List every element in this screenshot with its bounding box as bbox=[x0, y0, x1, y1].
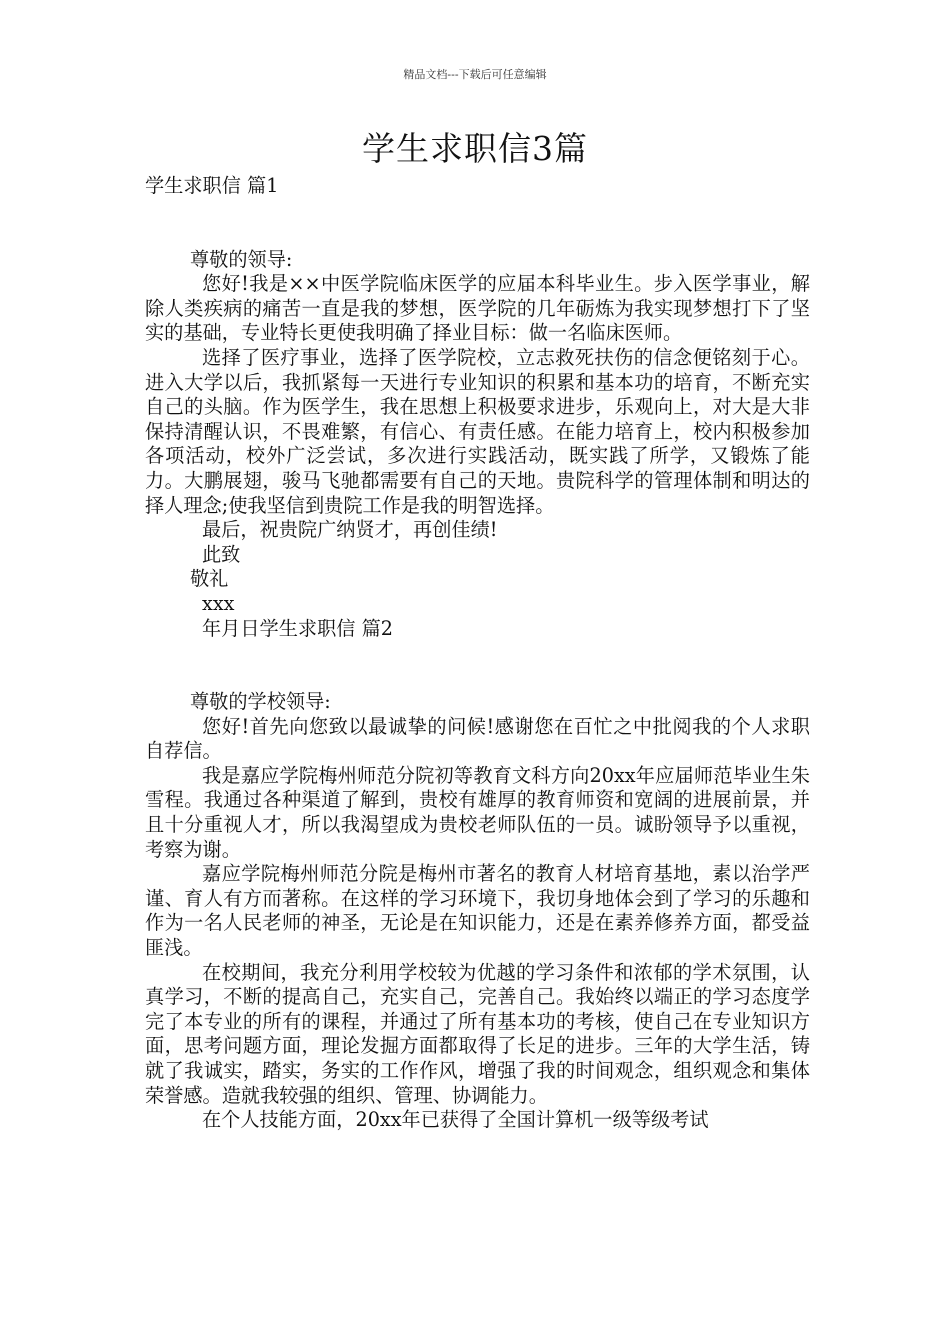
letter2-paragraph: 在个人技能方面，20xx年已获得了全国计算机一级等级考试 bbox=[202, 1108, 709, 1132]
letter1-paragraph: 最后，祝贵院广纳贤才，再创佳绩! bbox=[202, 518, 498, 542]
letter1-closing: 敬礼 bbox=[190, 567, 229, 591]
letter1-salutation: 尊敬的领导: bbox=[190, 247, 293, 271]
letter1-signature: xxx bbox=[202, 591, 235, 615]
page-header-note: 精品文档---下载后可任意编辑 bbox=[403, 68, 547, 81]
letter1-heading: 学生求职信 篇1 bbox=[145, 174, 279, 197]
spacer bbox=[145, 641, 810, 690]
letter2-heading: 年月日学生求职信 篇2 bbox=[202, 616, 393, 640]
letter1-paragraph: 您好!我是××中医学院临床医学的应届本科毕业生。步入医学事业，解除人类疾病的痛苦一直是我的梦想，医学院的几年砺炼为我实现梦想打下了坚实的基础，专业特长更使我明确了择业目标：做一名临床医师。 bbox=[145, 272, 810, 345]
letter2-salutation: 尊敬的学校领导: bbox=[190, 690, 331, 714]
letter1-closing: 此致 bbox=[202, 542, 241, 566]
letter2-paragraph: 您好!首先向您致以最诚挚的问候!感谢您在百忙之中批阅我的个人求职自荐信。 bbox=[145, 714, 810, 763]
spacer bbox=[145, 199, 810, 248]
letter2-paragraph: 在校期间，我充分利用学校较为优越的学习条件和浓郁的学术氛围，认真学习，不断的提高自己，充实自己，完善自己。我始终以端正的学习态度学完了本专业的所有的课程，并通过了所有基本功的考核，使自己在专业知识方面，思考问题方面，理论发掘方面都取得了长足的进步。三年的大学生活，铸就了我诚实，踏实，务实的工作作风，增强了我的时间观念，组织观念和集体荣誉感。造就我较强的组织、管理、协调能力。 bbox=[145, 960, 810, 1107]
letter1-paragraph: 选择了医疗事业，选择了医学院校，立志救死扶伤的信念便铭刻于心。进入大学以后，我抓紧每一天进行专业知识的积累和基本功的培育，不断充实自己的头脑。作为医学生，我在思想上积极要求进步，乐观向上，对大是大非保持清醒认识，不畏难繁，有信心、有责任感。在能力培育上，校内积极参加各项活动，校外广泛尝试，多次进行实践活动，既实践了所学，又锻炼了能力。大鹏展翅，骏马飞驰都需要有自己的天地。贵院科学的管理体制和明达的择人理念;使我坚信到贵院工作是我的明智选择。 bbox=[145, 345, 810, 517]
letter2-paragraph: 我是嘉应学院梅州师范分院初等教育文科方向20xx年应届师范毕业生朱雪程。我通过各种渠道了解到，贵校有雄厚的教育师资和宽阔的进展前景，并且十分重视人才，所以我渴望成为贵校老师队伍的一员。诚盼领导予以重视，考察为谢。 bbox=[145, 763, 810, 861]
document-title: 学生求职信3篇 bbox=[362, 129, 588, 168]
letter2-paragraph: 嘉应学院梅州师范分院是梅州市著名的教育人材培育基地，素以治学严谨、育人有方而著称。在这样的学习环境下，我切身地体会到了学习的乐趣和作为一名人民老师的神圣，无论是在知识能力，还是在素养修养方面，都受益匪浅。 bbox=[145, 862, 810, 960]
document-body bbox=[145, 174, 810, 1133]
